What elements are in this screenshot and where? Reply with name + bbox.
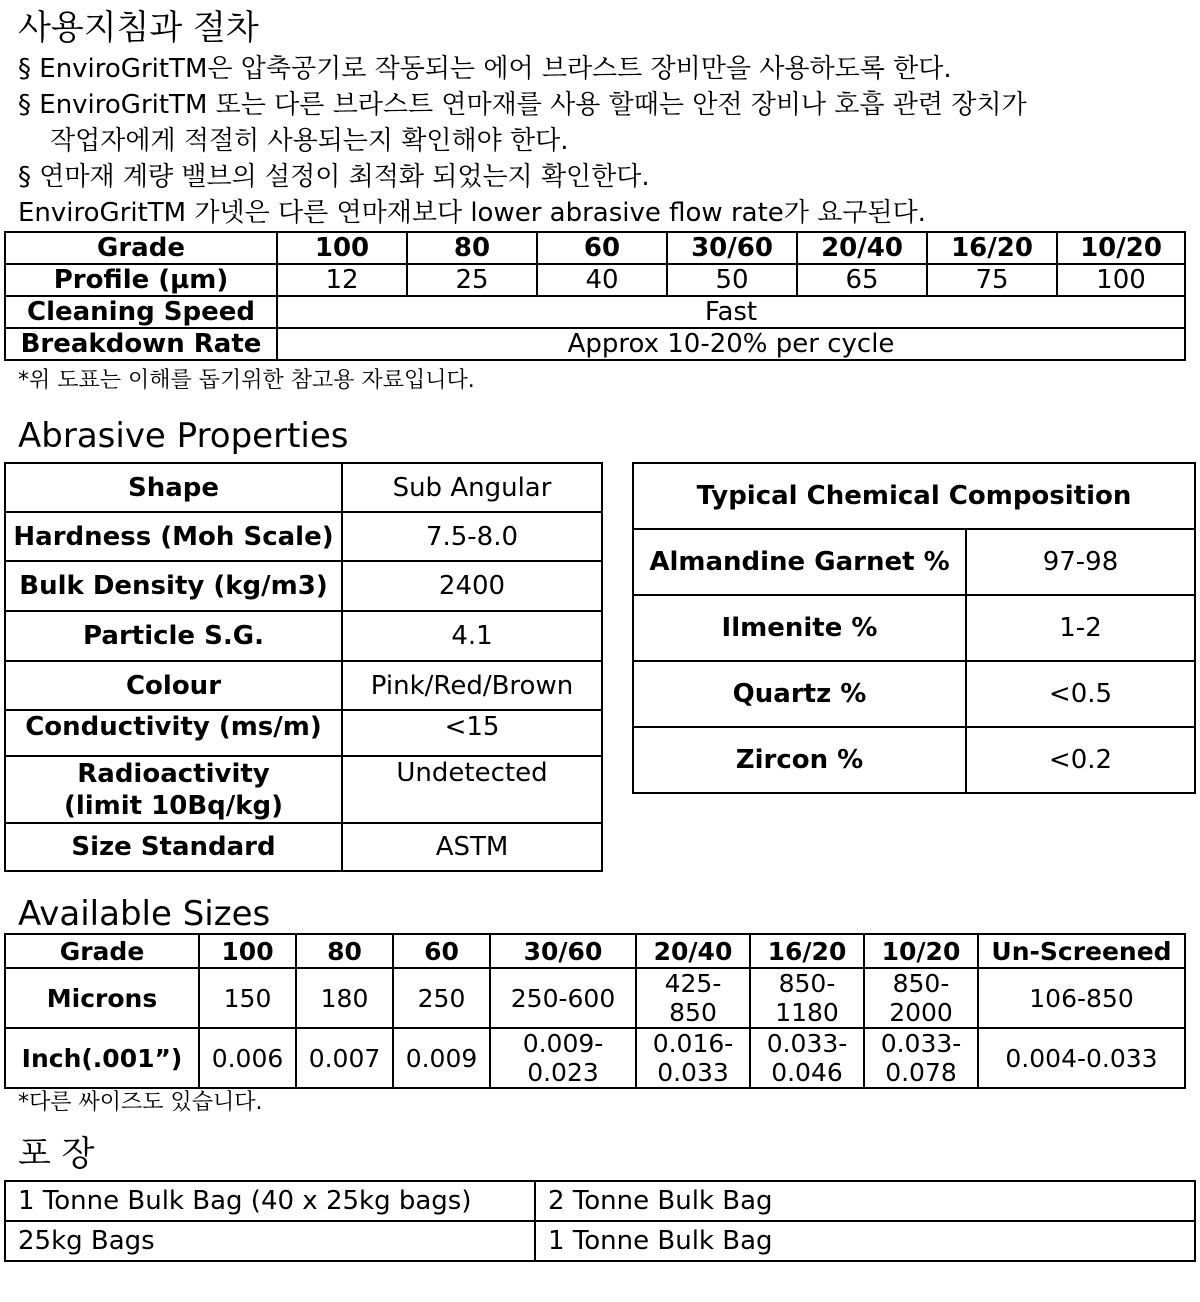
chemical-row [633, 661, 1195, 727]
inch-cell-top: 0.033- [766, 1029, 848, 1058]
grade-table-note: *위 도표는 이해를 돕기위한 참고용 자료입니다. [18, 368, 475, 393]
sizes-grade-cell: 30/60 [490, 934, 636, 968]
packaging-row [5, 1181, 1195, 1221]
microns-cell [864, 968, 978, 1028]
inch-cell [490, 1028, 636, 1088]
sizes-inch-label: Inch(.001”) [5, 1028, 199, 1088]
sizes-grade-cell: 60 [393, 934, 490, 968]
procedure-line-5: EnviroGritTM 가넷은 다른 연마재보다 lower abrasive flow rate가 요구된다. [18, 198, 926, 228]
chemical-label: Zircon % [633, 727, 966, 793]
inch-cell-bottom: 0.078 [885, 1058, 957, 1087]
packaging-option: 25kg Bags [5, 1221, 535, 1261]
profile-cell: 75 [927, 264, 1057, 296]
microns-cell-bottom: 850 [669, 998, 717, 1027]
chemical-label: Ilmenite % [633, 595, 966, 661]
inch-cell [636, 1028, 750, 1088]
abrasive-value: <15 [342, 710, 602, 756]
grade-cell: 30/60 [667, 232, 797, 264]
inch-cell-top: 0.033- [880, 1029, 962, 1058]
procedure-title: 사용지침과 절차 [18, 8, 259, 48]
inch-cell: 0.006 [199, 1028, 296, 1088]
sizes-grade-label: Grade [5, 934, 199, 968]
packaging-title: 포 장 [18, 1134, 95, 1174]
cleaning-value: Fast [277, 296, 1185, 328]
abrasive-label: Shape [5, 463, 342, 512]
abrasive-label: Colour [5, 661, 342, 710]
grade-label: Grade [5, 232, 277, 264]
abrasive-value: 4.1 [342, 611, 602, 661]
chemical-value: <0.5 [966, 661, 1195, 727]
profile-cell: 12 [277, 264, 407, 296]
abrasive-value: Pink/Red/Brown [342, 661, 602, 710]
abrasive-value: Sub Angular [342, 463, 602, 512]
inch-cell: 0.004-0.033 [978, 1028, 1185, 1088]
inch-cell [864, 1028, 978, 1088]
inch-cell: 0.007 [296, 1028, 393, 1088]
packaging-option: 2 Tonne Bulk Bag [535, 1181, 1195, 1221]
packaging-row [5, 1221, 1195, 1261]
abrasive-value: 7.5-8.0 [342, 512, 602, 561]
abrasive-label [5, 756, 342, 823]
sizes-microns-row [5, 968, 1185, 1028]
abrasive-row [5, 561, 602, 611]
abrasive-row [5, 611, 602, 661]
grade-row [5, 232, 1185, 264]
microns-cell-top: 850- [892, 969, 950, 998]
grade-cell: 16/20 [927, 232, 1057, 264]
abrasive-row [5, 661, 602, 710]
sizes-grade-cell: 20/40 [636, 934, 750, 968]
sizes-grade-cell: 16/20 [750, 934, 864, 968]
procedure-line-2: § EnviroGritTM 또는 다른 브라스트 연마재를 사용 할때는 안전 장비나 호흡 관련 장치가 [18, 90, 1027, 120]
abrasive-value: Undetected [342, 756, 602, 823]
microns-cell-bottom: 1180 [775, 998, 839, 1027]
inch-cell-bottom: 0.033 [657, 1058, 729, 1087]
sizes-grade-cell: Un-Screened [978, 934, 1185, 968]
abrasive-table [4, 462, 603, 872]
cleaning-row [5, 296, 1185, 328]
inch-cell-bottom: 0.023 [527, 1058, 599, 1087]
breakdown-value: Approx 10-20% per cycle [277, 328, 1185, 360]
abrasive-label: Bulk Density (kg/m3) [5, 561, 342, 611]
chemical-row [633, 727, 1195, 793]
microns-cell: 250-600 [490, 968, 636, 1028]
inch-cell [750, 1028, 864, 1088]
chemical-row [633, 595, 1195, 661]
abrasive-value: 2400 [342, 561, 602, 611]
grade-table [4, 231, 1186, 361]
abrasive-row [5, 756, 602, 823]
sizes-note: *다른 싸이즈도 있습니다. [18, 1090, 263, 1115]
sizes-inch-row [5, 1028, 1185, 1088]
abrasive-label: Size Standard [5, 823, 342, 871]
chemical-label: Almandine Garnet % [633, 529, 966, 595]
chemical-value: <0.2 [966, 727, 1195, 793]
sizes-title: Available Sizes [18, 894, 271, 934]
breakdown-row [5, 328, 1185, 360]
grade-cell: 20/40 [797, 232, 927, 264]
cleaning-label: Cleaning Speed [5, 296, 277, 328]
packaging-option: 1 Tonne Bulk Bag [535, 1221, 1195, 1261]
chemical-value: 97-98 [966, 529, 1195, 595]
abrasive-row [5, 823, 602, 871]
microns-cell: 150 [199, 968, 296, 1028]
chemical-row [633, 529, 1195, 595]
microns-cell: 250 [393, 968, 490, 1028]
abrasive-row [5, 463, 602, 512]
inch-cell-top: 0.016- [652, 1029, 734, 1058]
sizes-microns-label: Microns [5, 968, 199, 1028]
chemical-header-row [633, 463, 1195, 529]
profile-cell: 65 [797, 264, 927, 296]
inch-cell-bottom: 0.046 [771, 1058, 843, 1087]
abrasive-row [5, 512, 602, 561]
profile-cell: 50 [667, 264, 797, 296]
radioactivity-limit: (limit 10Bq/kg) [63, 790, 284, 821]
microns-cell: 106-850 [978, 968, 1185, 1028]
abrasive-value: ASTM [342, 823, 602, 871]
microns-cell [750, 968, 864, 1028]
sizes-grade-cell: 10/20 [864, 934, 978, 968]
chemical-label: Quartz % [633, 661, 966, 727]
sizes-grade-cell: 80 [296, 934, 393, 968]
profile-cell: 25 [407, 264, 537, 296]
breakdown-label: Breakdown Rate [5, 328, 277, 360]
abrasive-label: Particle S.G. [5, 611, 342, 661]
chemical-table [632, 462, 1196, 794]
microns-cell [636, 968, 750, 1028]
grade-cell: 10/20 [1057, 232, 1185, 264]
procedure-line-3: 작업자에게 적절히 사용되는지 확인해야 한다. [50, 126, 569, 156]
sizes-grade-cell: 100 [199, 934, 296, 968]
grade-cell: 80 [407, 232, 537, 264]
grade-cell: 60 [537, 232, 667, 264]
packaging-table [4, 1180, 1196, 1262]
inch-cell-top: 0.009- [522, 1029, 604, 1058]
microns-cell-bottom: 2000 [889, 998, 953, 1027]
sizes-table [4, 933, 1186, 1089]
sizes-grade-row [5, 934, 1185, 968]
abrasive-title: Abrasive Properties [18, 416, 349, 456]
grade-cell: 100 [277, 232, 407, 264]
abrasive-label: Hardness (Moh Scale) [5, 512, 342, 561]
profile-cell: 40 [537, 264, 667, 296]
microns-cell-top: 850- [778, 969, 836, 998]
microns-cell-top: 425- [664, 969, 722, 998]
profile-label: Profile (µm) [5, 264, 277, 296]
profile-row [5, 264, 1185, 296]
chemical-title: Typical Chemical Composition [633, 463, 1195, 529]
profile-cell: 100 [1057, 264, 1185, 296]
inch-cell: 0.009 [393, 1028, 490, 1088]
abrasive-row [5, 710, 602, 756]
chemical-value: 1-2 [966, 595, 1195, 661]
procedure-line-4: § 연마재 계량 밸브의 설정이 최적화 되었는지 확인한다. [18, 162, 650, 192]
procedure-line-1: § EnviroGritTM은 압축공기로 작동되는 에어 브라스트 장비만을 사용하도록 한다. [18, 54, 952, 84]
radioactivity-label: Radioactivity [77, 758, 270, 789]
abrasive-label: Conductivity (ms/m) [5, 710, 342, 756]
microns-cell: 180 [296, 968, 393, 1028]
packaging-option: 1 Tonne Bulk Bag (40 x 25kg bags) [5, 1181, 535, 1221]
